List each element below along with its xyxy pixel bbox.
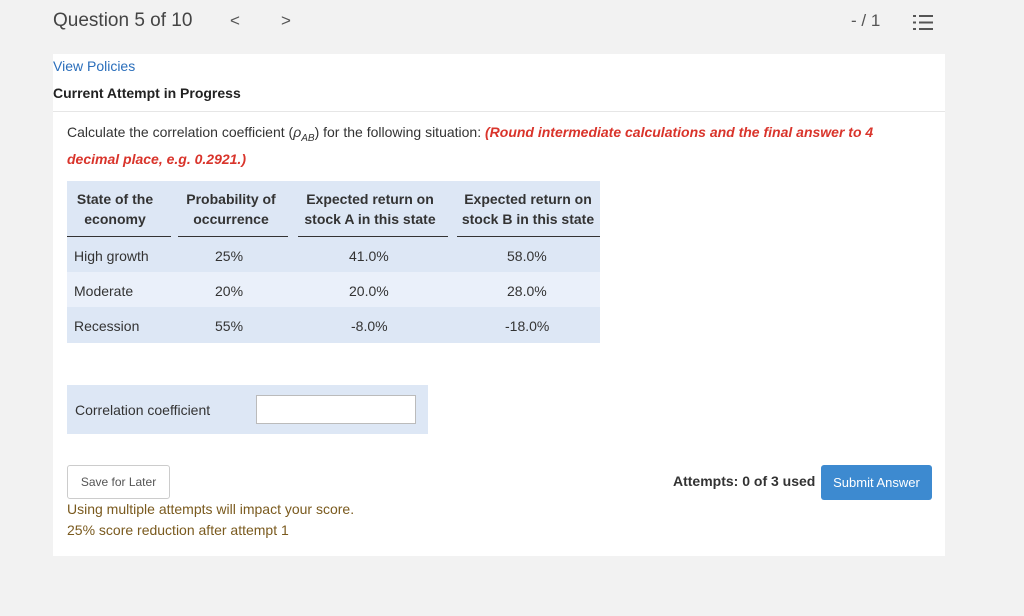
table-cell: Moderate bbox=[74, 283, 134, 299]
header-underline bbox=[298, 236, 448, 237]
table-header-probability: Probability of occurrence bbox=[186, 191, 276, 227]
save-for-later-button[interactable]: Save for Later bbox=[67, 465, 170, 499]
numbered-list-icon[interactable] bbox=[913, 14, 933, 31]
prompt-text-after: ) for the following situation: bbox=[314, 124, 485, 140]
table-cell: High growth bbox=[74, 248, 149, 264]
table-cell: 41.0% bbox=[349, 248, 389, 264]
prompt-text-before: Calculate the correlation coefficient ( bbox=[67, 124, 294, 140]
data-table bbox=[67, 181, 600, 343]
table-cell: 55% bbox=[215, 318, 244, 334]
answer-row bbox=[67, 385, 428, 434]
table-cell: Recession bbox=[74, 318, 140, 334]
previous-question-button[interactable]: < bbox=[230, 11, 240, 30]
correlation-coefficient-label: Correlation coefficient bbox=[75, 402, 211, 418]
table-cell: -8.0% bbox=[351, 318, 388, 334]
question-score: - / 1 bbox=[851, 11, 881, 30]
view-policies-link[interactable]: View Policies bbox=[53, 58, 136, 74]
rho-symbol: $\rho_{AB}$ bbox=[293, 124, 315, 144]
header-underline bbox=[67, 236, 171, 237]
correlation-coefficient-input[interactable] bbox=[256, 395, 416, 424]
table-header-state: State of the economy bbox=[76, 191, 154, 227]
divider bbox=[53, 111, 945, 112]
attempts-warning: Using multiple attempts will impact your score. bbox=[67, 501, 355, 517]
table-cell: 20.0% bbox=[349, 283, 389, 299]
rounding-instruction: (Round intermediate calculations and the final answer to 4 decimal place, e.g. 0.2921.) bbox=[67, 124, 874, 167]
score-reduction-note: 25% score reduction after attempt 1 bbox=[67, 522, 289, 538]
question-prompt bbox=[67, 122, 927, 170]
question-header bbox=[0, 0, 1024, 44]
submit-answer-button[interactable]: Submit Answer bbox=[821, 465, 932, 500]
attempts-counter: Attempts: 0 of 3 used bbox=[673, 473, 816, 489]
attempt-status: Current Attempt in Progress bbox=[53, 85, 241, 101]
table-cell: 20% bbox=[215, 283, 244, 299]
table-cell: -18.0% bbox=[505, 318, 550, 334]
table-cell: 28.0% bbox=[507, 283, 547, 299]
question-panel bbox=[53, 54, 945, 556]
header-underline bbox=[178, 236, 288, 237]
table-header-stock-a: Expected return on stock A in this state bbox=[304, 191, 436, 227]
next-question-button[interactable]: > bbox=[281, 11, 291, 30]
table-header-stock-b: Expected return on stock B in this state bbox=[461, 191, 595, 227]
table-cell: 25% bbox=[215, 248, 244, 264]
table-cell: 58.0% bbox=[507, 248, 547, 264]
header-underline bbox=[457, 236, 600, 237]
question-counter: Question 5 of 10 bbox=[53, 10, 193, 31]
